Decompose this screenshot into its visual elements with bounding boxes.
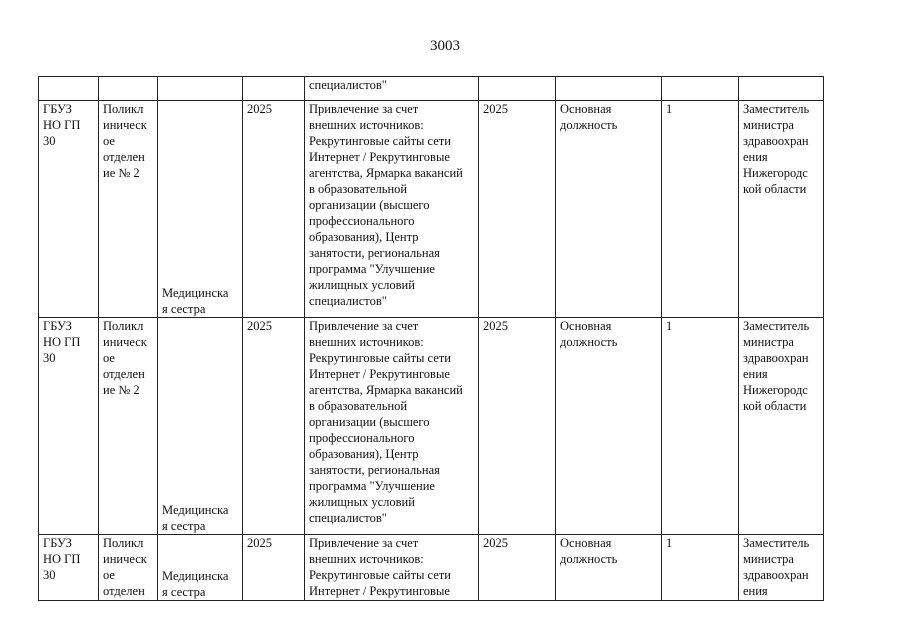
year2-cell (479, 77, 556, 101)
position-cell: Медицинска я сестра (158, 535, 243, 601)
method-cell: специалистов" (305, 77, 479, 101)
type-cell: Основная должность (556, 535, 662, 601)
org-cell: ГБУЗ НО ГП 30 (39, 318, 99, 535)
dept-cell (99, 77, 158, 101)
year2-cell: 2025 (479, 318, 556, 535)
responsible-cell (739, 77, 824, 101)
table-row (39, 77, 824, 101)
dept-cell: Поликл иническ ое отделен ие № 2 (99, 101, 158, 318)
page-number: 3003 (430, 38, 460, 54)
position-cell (158, 77, 243, 101)
count-cell: 1 (662, 535, 739, 601)
year2-cell: 2025 (479, 535, 556, 601)
table-row (39, 101, 824, 318)
org-cell: ГБУЗ НО ГП 30 (39, 535, 99, 601)
responsible-cell: Заместитель министра здравоохран ения Нижегородс кой области (739, 101, 824, 318)
year2-cell: 2025 (479, 101, 556, 318)
org-cell: ГБУЗ НО ГП 30 (39, 101, 99, 318)
position-cell: Медицинска я сестра (158, 101, 243, 318)
count-cell (662, 77, 739, 101)
table-row (39, 535, 824, 601)
responsible-cell: Заместитель министра здравоохран ения (739, 535, 824, 601)
method-cell: Привлечение за счет внешних источников: Рекрутинговые сайты сети Интернет / Рекрутинговые (305, 535, 479, 601)
position-cell: Медицинска я сестра (158, 318, 243, 535)
method-cell: Привлечение за счет внешних источников: Рекрутинговые сайты сети Интернет / Рекрутинговые агентства, Ярмарка вакансий в образовательной организации (высшего профессионального образования), Центр занятости, региональная программа "Улучшение жилищных условий специалистов" (305, 101, 479, 318)
year-cell: 2025 (243, 101, 305, 318)
year-cell (243, 77, 305, 101)
year-cell: 2025 (243, 535, 305, 601)
org-cell (39, 77, 99, 101)
responsible-cell: Заместитель министра здравоохран ения Нижегородс кой области (739, 318, 824, 535)
type-cell: Основная должность (556, 318, 662, 535)
type-cell: Основная должность (556, 101, 662, 318)
method-cell: Привлечение за счет внешних источников: Рекрутинговые сайты сети Интернет / Рекрутинговые агентства, Ярмарка вакансий в образовательной организации (высшего профессионального образования), Центр занятости, региональная программа "Улучшение жилищных условий специалистов" (305, 318, 479, 535)
type-cell (556, 77, 662, 101)
staffing-table (38, 76, 824, 601)
count-cell: 1 (662, 318, 739, 535)
count-cell: 1 (662, 101, 739, 318)
dept-cell: Поликл иническ ое отделен ие № 2 (99, 318, 158, 535)
year-cell: 2025 (243, 318, 305, 535)
dept-cell: Поликл иническ ое отделен (99, 535, 158, 601)
table-row (39, 318, 824, 535)
